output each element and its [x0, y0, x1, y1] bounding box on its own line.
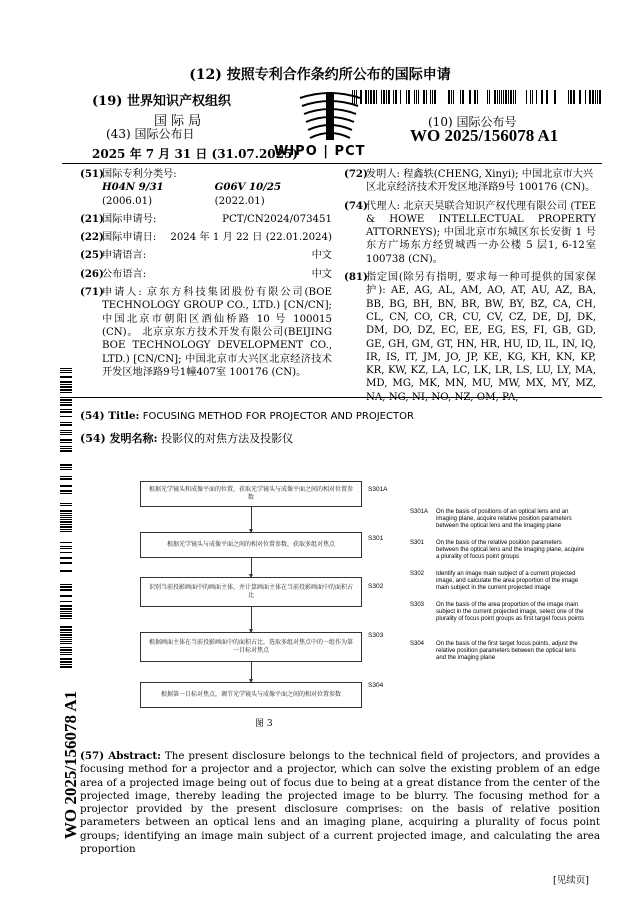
barcode-side — [60, 368, 72, 668]
abstract: (57) Abstract: The present disclosure belongs to the technical field of projectors, and provides a focusing method for a projector and a projector, which can solve the existing problem of an edge area of a projected image being out of focus due to being at a great distance from the center of the projected image, thereby leading the projected image to be blurry. The focusing method for a projector provided by the present disclosure comprises: on the basis of relative position parameters between an optical lens and an imaging plane, acquiring a plurality of focus point groups; identifying an image main subject of a current projected image, and calculating the area proportion — [80, 750, 601, 856]
entry-74-agent: (74) 代理人: 北京天昊联合知识产权代理有限公司 (TEE & HOWE INTELLECTUAL PROPERTY ATTORNEYS); 中国北京市东城区东长安街 1 号东方广场东方经贸城西一办公楼 5 层1, 6-12室 100738 (CN)。 — [344, 199, 596, 265]
entry-81-designated-states: (81) 指定国(除另有指明, 要求每一种可提供的国家保护): AE, AG, AL, AM, AO, AT, AU, AZ, BA, BB, BG, BH, BN, BR, BW, BY, BZ, CA, CH, CL, CN, CO, CR, CU, CV, CZ, DE, DJ, DK, DM, DO, DZ, EC, EE, EG, ES, FI, GB, GD, GE, GH, GM, GT, HN, HR, HU, ID, IL, IN, IQ, IR, IS, IT, JM, JO, JP, KE, KG, KH, KN, KP, KR, KW, KZ, LA, LC, LK, LR, LS, LU, LY, MA, MD, MG, MK, MN, MU, MW, MX, MY, MZ, NA, NG, NI, NO, NZ, OM, PA, — [344, 271, 596, 403]
title-chinese: (54) 发明名称: 投影仪的对焦方法及投影仪 — [80, 432, 294, 445]
logo-text: WIPO | PCT — [274, 144, 366, 159]
publication-number: WO 2025/156078 A1 — [410, 126, 559, 145]
flow-arrow — [251, 662, 252, 682]
biblio-rule — [62, 397, 602, 398]
title-english: (54) Title: FOCUSING METHOD FOR PROJECTOR AND PROJECTOR — [80, 410, 414, 422]
side-publication-number: WO 2025/156078 A1 — [61, 690, 80, 840]
flow-arrow — [251, 558, 252, 577]
bureau-name: 国 际 局 — [154, 114, 202, 129]
application-date: 2024 年 1 月 22 日 (22.01.2024) — [170, 232, 332, 244]
continued-marker: [见续页] — [553, 875, 589, 886]
legend-s301a: S301A On the basis of positions of an optical lens and an imaging plane, acquire relative position parameters between the optical lens and the imaging plane — [410, 509, 572, 529]
flow-step-s304: 根据第一目标对焦点，调节光学镜头与成像平面之间的相对位置参数 — [140, 682, 362, 708]
org-name: 世界知识产权组织 — [126, 94, 231, 109]
biblio-left — [80, 168, 332, 384]
legend-s304: S304 On the basis of the first target focus points, adjust the relative position parameters between the optical lens and the imaging plane — [410, 641, 578, 661]
ipc-1: H04N 9/31 — [102, 181, 164, 194]
flow-step-s303: 根据画面主体在当前投影画面中的面积占比，选取多组对焦点中的一组作为第一目标对焦点 — [140, 632, 362, 662]
entry-51: (51) 国际专利分类号: H04N 9/31 (2006.01) G06V 10/25 (2022.01) — [80, 168, 332, 208]
flow-arrow — [251, 507, 252, 532]
pub-no-label: (10) 国际公布号 — [428, 115, 517, 129]
application-number: PCT/CN2024/073451 — [222, 213, 332, 225]
pub-date-label: (43) 国际公布日 — [106, 127, 195, 141]
org-num: (19) — [92, 94, 123, 109]
barcode-top — [352, 90, 602, 104]
step-id-s303: S303 — [368, 632, 384, 639]
step-id-s302: S302 — [368, 583, 384, 590]
entry-26: (26) 公布语言: 中文 — [80, 267, 332, 280]
wipo-organization — [92, 90, 262, 129]
step-id-s304: S304 — [368, 682, 384, 689]
ipc-label: 国际专利分类号: — [102, 169, 177, 180]
flow-step-s302: 识别当前投影画面中的画面主体，并计算画面主体在当前投影画面中的面积占比 — [140, 577, 362, 607]
biblio-right — [344, 168, 596, 409]
entry-21: (21) 国际申请号: PCT/CN2024/073451 — [80, 212, 332, 225]
document-title: (12) 按照专利合作条约所公布的国际申请 — [189, 67, 451, 83]
entry-72-inventor: (72) 发明人: 程鑫轶(CHENG, Xinyi); 中国北京市大兴区北京经济技术开发区地泽路9号 100176 (CN)。 — [344, 168, 596, 194]
flow-arrow — [251, 607, 252, 632]
flow-step-s301a: 根据光学镜头和成像平面的位置，获取光学镜头与成像平面之间的相对位置参数 — [140, 481, 362, 507]
entry-71-applicants: (71) 申请人: 京东方科技集团股份有限公司(BOE TECHNOLOGY GROUP CO., LTD.) [CN/CN]; 中国北京市朝阳区酒仙桥路 10 号 100015 (CN)。 北京京东方技术开发有限公司(BEIJING BOE TECHNOLOGY DEVELOPMENT CO., LTD.) [CN/CN]; 中国北京市大兴区北京经济技术开发区地泽路9号1幢407室 100176 (CN)。 — [80, 286, 332, 378]
entry-22: (22) 国际申请日: 2024 年 1 月 22 日 (22.01.2024) — [80, 231, 332, 244]
ipc-2: G06V 10/25 — [214, 181, 282, 194]
legend-s303: S303 On the basis of the area proportion of the image main subject in the current projected image, select one of the plurality of focus point groups as first target focus points — [410, 602, 585, 622]
pub-date: 2025 年 7 月 31 日 (31.07.2025) — [92, 147, 299, 161]
step-id-s301: S301 — [368, 535, 384, 542]
entry-25: (25) 申请语言: 中文 — [80, 249, 332, 262]
flow-step-s301: 根据光学镜头与成像平面之间的相对位置参数，获取多组对焦点 — [140, 532, 362, 558]
header-rule — [62, 163, 602, 164]
legend-s301: S301 On the basis of the relative position parameters between the optical lens and the imaging plane, acquire a plurality of focus point groups — [410, 540, 585, 560]
step-id-s301a: S301A — [368, 486, 388, 493]
legend-s302: S302 Identify an image main subject of a current projected image, and calculate the area proportion of the image main subject in the current projected image — [410, 571, 579, 591]
publication-date-block — [92, 125, 298, 162]
figure-label: 图 3 — [255, 719, 273, 729]
